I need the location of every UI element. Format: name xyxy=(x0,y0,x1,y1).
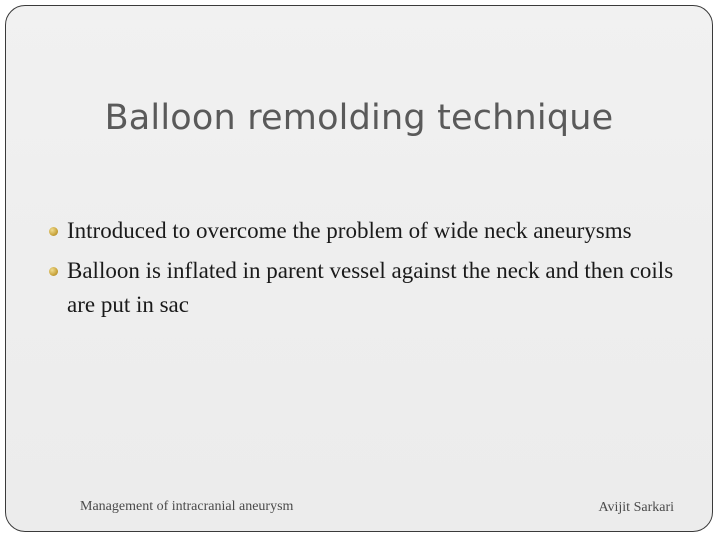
bullet-item xyxy=(46,214,676,248)
footer-presentation-title: Management of intracranial aneurysm xyxy=(80,499,294,514)
bullet-dot-icon xyxy=(49,227,58,236)
bullet-list xyxy=(46,214,676,328)
slide-title: Balloon remolding technique xyxy=(104,98,614,138)
bullet-dot-icon xyxy=(49,267,58,276)
footer-author: Avijit Sarkari xyxy=(598,500,674,515)
slide xyxy=(5,5,713,532)
bullet-text: Introduced to overcome the problem of wide neck aneurysms xyxy=(67,218,632,243)
bullet-item xyxy=(46,254,676,322)
bullet-text: Balloon is inflated in parent vessel against the neck and then coils are put in sac xyxy=(67,258,674,317)
